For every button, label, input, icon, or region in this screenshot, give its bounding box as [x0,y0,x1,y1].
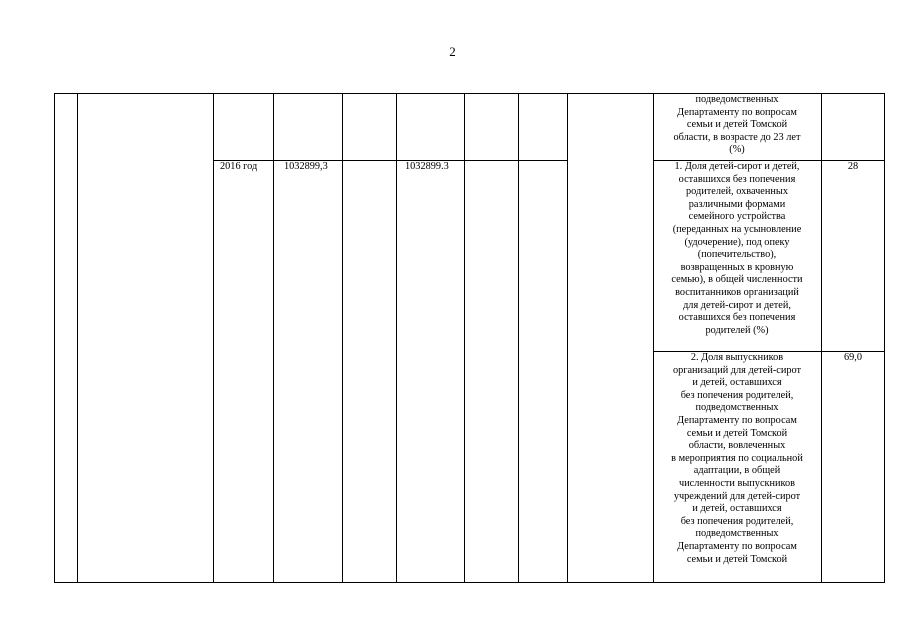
regional-budget-cell: 1032899.3 [405,161,449,172]
col-border-2 [213,93,214,583]
col-border-0 [54,93,55,583]
col-border-7 [518,93,519,583]
col-border-6 [464,93,465,583]
indicator-1-text: 1. Доля детей-сирот и детей, оставшихся без попечения родителей, охваченных различными формами семейного устройства (переданных на усыновление (удочерение), под опеку (попечительство), возвращенных в кровную семью), в общей численности воспитанников организаций для детей-сирот и детей, оставшихся без попечения родителей (%) [671,161,803,336]
col-border-3 [273,93,274,583]
col-border-9 [653,93,654,583]
col-border-8 [567,93,568,583]
indicator-2-value: 69,0 [843,352,863,363]
indicator-1-value: 28 [847,161,859,172]
indicator-2-text: 2. Доля выпускников организаций для детей-сирот и детей, оставшихся без попечения родителей, подведомственных Департаменту по вопросам семьи и детей Томской области, вовлеченных в мероприятия по социальной адаптации, в общей численности выпускников учреждений для детей-сирот и детей, оставшихся без попечения родителей, подведомственных Департаменту по вопросам семьи и детей Томской [671,352,803,565]
row-divider-2016 [213,160,567,161]
col-border-5 [396,93,397,583]
col-border-4 [342,93,343,583]
indicator-continued-text: подведомственных Департаменту по вопросам семьи и детей Томской области, в возрасте до 23 лет (%) [673,94,801,156]
total-funding-cell: 1032899,3 [284,161,328,172]
table-bottom-border [54,582,884,583]
year-cell: 2016 год [220,161,258,172]
col-border-11 [884,93,885,583]
page-number: 2 [449,44,456,59]
col-border-1 [77,93,78,583]
